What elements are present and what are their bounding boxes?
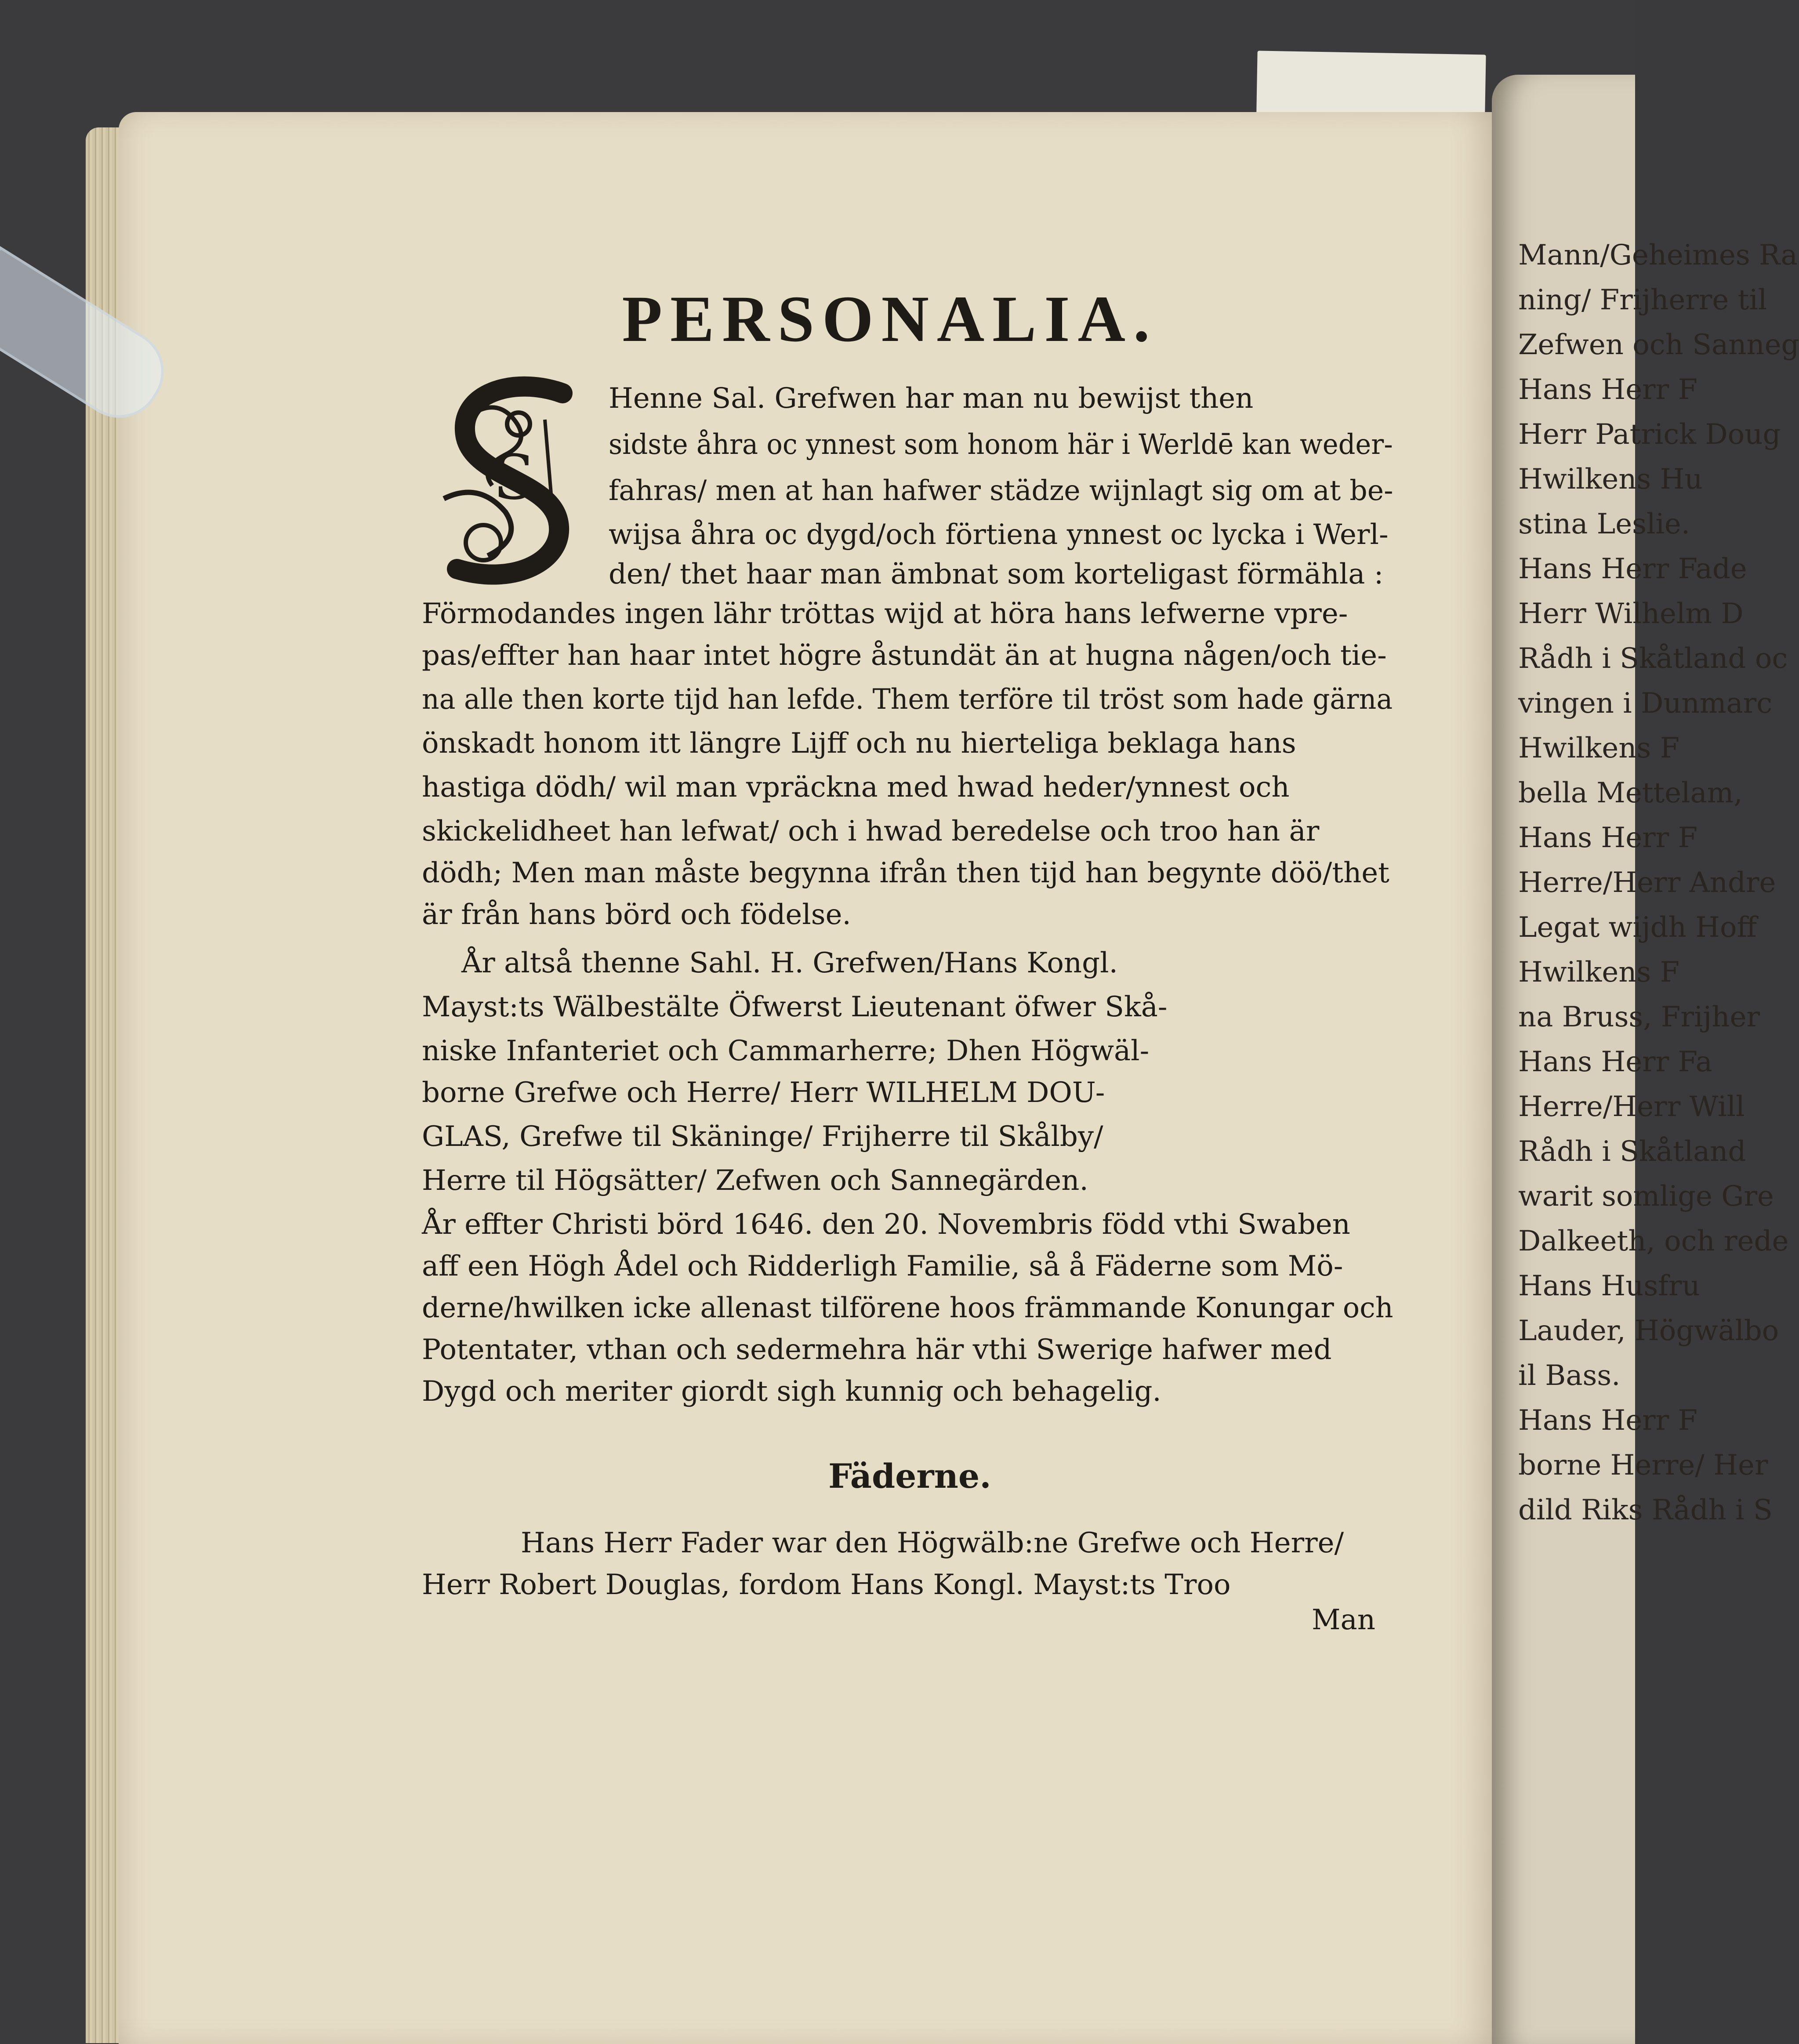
facing-page-line: Hans Herr Fade [1518, 553, 1747, 585]
facing-page-line: Herr Patrick Doug [1518, 418, 1781, 451]
facing-page-line: Mann/Geheimes Ra [1518, 239, 1798, 272]
body-line: skickelidheet han lefwat/ och i hwad beredelse och troo han är [422, 815, 1320, 848]
body-line: na alle then korte tijd han lefde. Them terföre til tröst som hade gärna [422, 683, 1393, 716]
facing-page-text [1518, 233, 1799, 1533]
body-line: GLAS, Grefwe til Skäninge/ Frijherre til Skålby/ [422, 1120, 1103, 1153]
body-line: Förmodandes ingen lähr tröttas wijd at höra hans lefwerne vpre- [422, 598, 1348, 630]
body-line: År effter Christi börd 1646. den 20. Novembris född vthi Swaben [422, 1208, 1350, 1241]
facing-page-line: stina Leslie. [1518, 508, 1690, 540]
facing-page-line: vingen i Dunmarc [1518, 687, 1773, 720]
facing-page-line: bella Mettelam, [1518, 777, 1743, 809]
facing-page-line: Lauder, Högwälbo [1518, 1315, 1779, 1347]
catchword: Man [1312, 1604, 1375, 1636]
body-line: är från hans börd och födelse. [422, 899, 851, 931]
facing-page-line: Dalkeeth, och rede [1518, 1225, 1789, 1258]
section-line: Hans Herr Fader war den Högwälb:ne Grefwe och Herre/ [521, 1527, 1344, 1559]
facing-page-line: Hwilkens F [1518, 732, 1679, 765]
facing-page-line: Hwilkens Hu [1518, 463, 1703, 496]
facing-page [1492, 75, 1799, 2044]
body-line: Herre til Högsätter/ Zefwen och Sannegärden. [422, 1164, 1088, 1197]
body-line: den/ thet haar man ämbnat som korteligast förmähla : [609, 558, 1384, 591]
body-line: hastiga dödh/ wil man vpräckna med hwad heder/ynnest och [422, 771, 1290, 804]
section-line: Herr Robert Douglas, fordom Hans Kongl. Mayst:ts Troo [422, 1569, 1231, 1601]
facing-page-line: borne Herre/ Her [1518, 1449, 1768, 1482]
body-line: Potentater, vthan och sedermehra här vthi Swerige hafwer med [422, 1334, 1332, 1366]
facing-page-line: il Bass. [1518, 1359, 1621, 1392]
facing-page-line: Herre/Herr Will [1518, 1091, 1745, 1123]
initial-letter: S [493, 442, 535, 514]
facing-page-line: Hans Herr F [1518, 822, 1697, 854]
facing-page-line: Herre/Herr Andre [1518, 866, 1776, 899]
decorated-initial-icon [417, 367, 611, 600]
body-line: sidste åhra oc ynnest som honom här i Werldē kan weder- [609, 428, 1393, 461]
body-line: Mayst:ts Wälbestälte Öfwerst Lieutenant öfwer Skå- [422, 991, 1168, 1023]
section-heading: Fäderne. [828, 1457, 991, 1496]
body-line: Dygd och meriter giordt sigh kunnig och behagelig. [422, 1375, 1161, 1408]
facing-page-line: Rådh i Skåtland oc [1518, 642, 1788, 675]
body-line: År altså thenne Sahl. H. Grefwen/Hans Kongl. [461, 947, 1118, 979]
facing-page-line: warit somlige Gre [1518, 1180, 1774, 1213]
facing-page-line: Herr Wilhelm D [1518, 598, 1744, 630]
body-line: aff een Högh Ådel och Ridderligh Familie, så å Fäderne som Mö- [422, 1250, 1343, 1283]
page-title: PERSONALIA. [622, 283, 1158, 355]
facing-page-line: Hwilkens F [1518, 956, 1679, 989]
body-line: önskadt honom itt längre Lijff och nu hierteliga beklaga hans [422, 727, 1296, 760]
facing-page-line: dild Riks Rådh i S [1518, 1494, 1773, 1526]
facing-page-line: Hans Herr F [1518, 1404, 1697, 1437]
body-line: wijsa åhra oc dygd/och förtiena ynnest oc lycka i Werl- [609, 518, 1389, 551]
body-line: dödh; Men man måste begynna ifrån then tijd han begynte döö/thet [422, 857, 1389, 889]
body-line: niske Infanteriet och Cammarherre; Dhen Högwäl- [422, 1035, 1150, 1067]
facing-page-line: Hans Husfru [1518, 1270, 1700, 1302]
facing-page-line: na Bruss, Frijher [1518, 1001, 1760, 1033]
body-line: fahras/ men at han hafwer städze wijnlagt sig om at be- [609, 475, 1393, 507]
body-line: pas/effter han haar intet högre åstundät än at hugna någen/och tie- [422, 639, 1387, 672]
facing-page-line: Hans Herr Fa [1518, 1046, 1712, 1078]
body-line: Henne Sal. Grefwen har man nu bewijst then [609, 382, 1254, 415]
body-line: borne Grefwe och Herre/ Herr WILHELM DOU- [422, 1076, 1105, 1109]
facing-page-line: Zefwen och Sanneg [1518, 329, 1799, 361]
facing-page-line: Hans Herr F [1518, 373, 1697, 406]
body-line: derne/hwilken icke allenast tilförene hoos främmande Konungar och [422, 1292, 1393, 1324]
facing-page-line: Legat wijdh Hoff [1518, 911, 1757, 944]
facing-page-line: Rådh i Skåtland [1518, 1135, 1746, 1168]
facing-page-line: ning/ Frijherre til [1518, 284, 1767, 316]
